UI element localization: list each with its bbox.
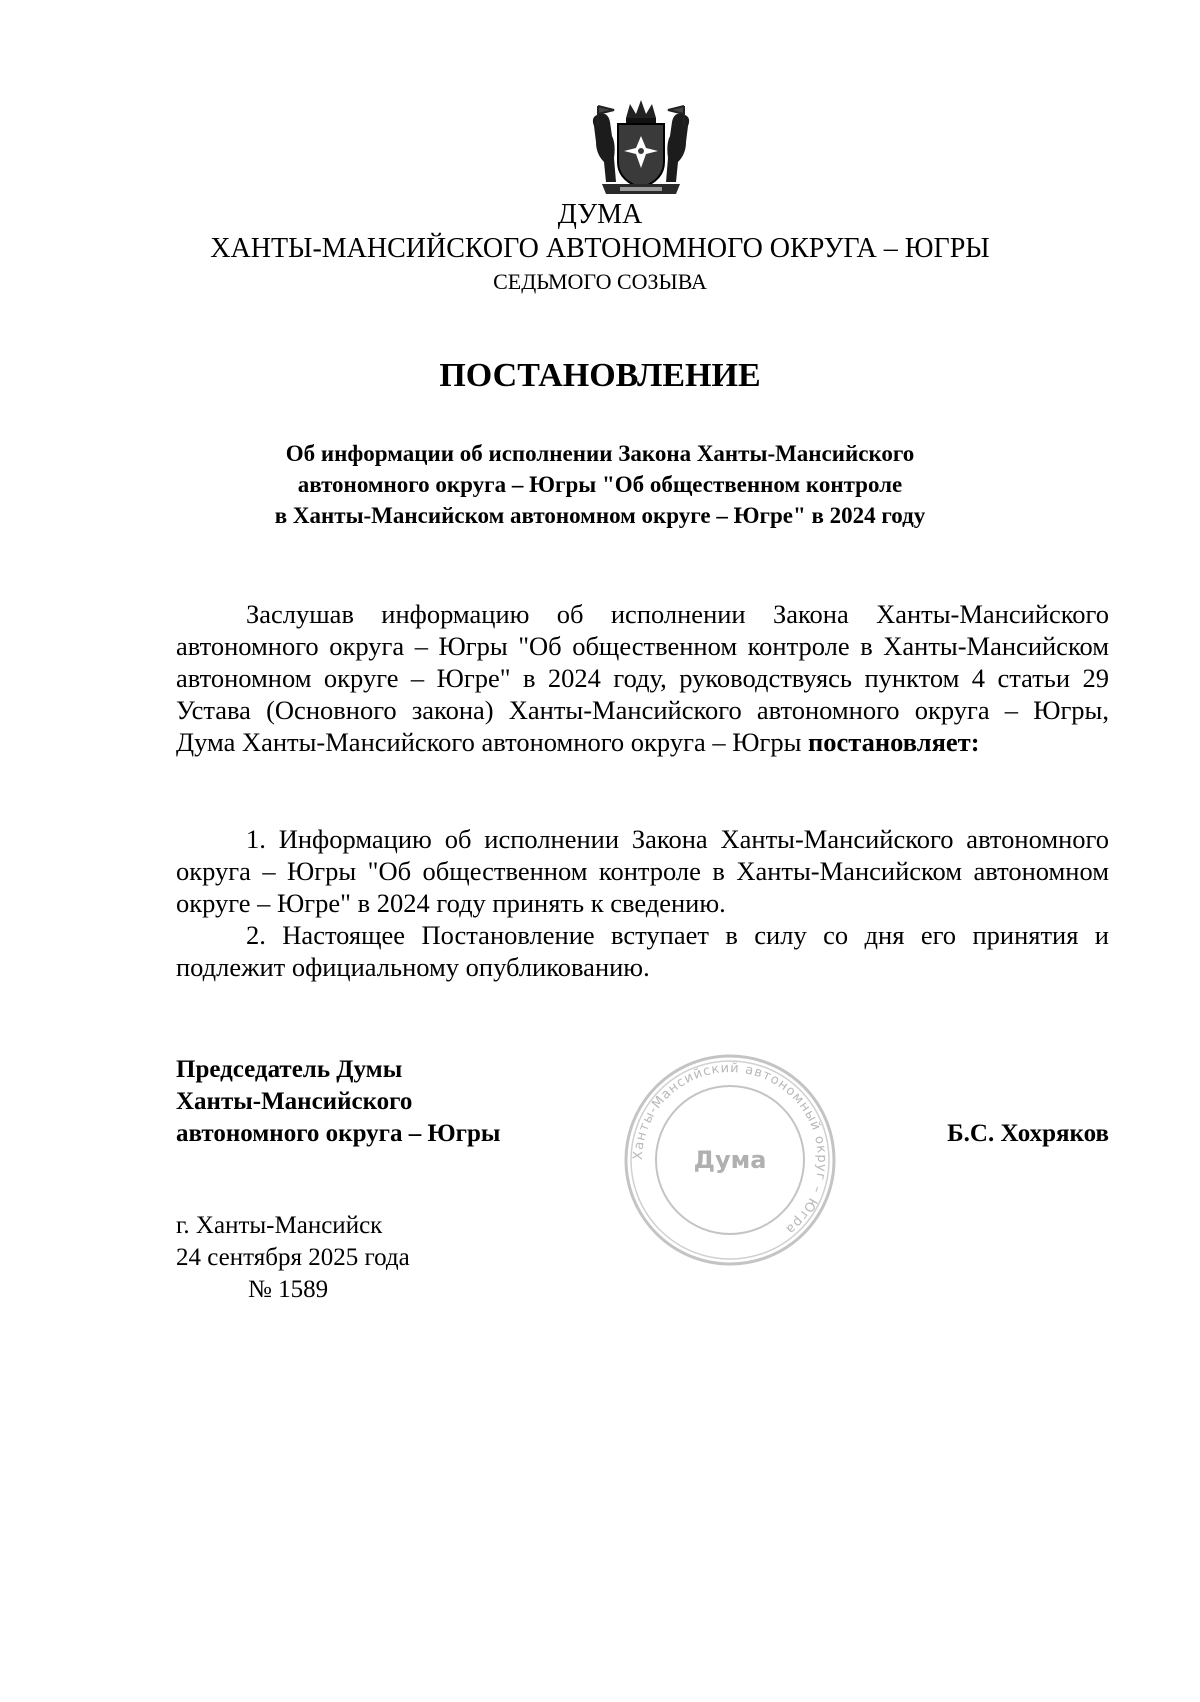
resolution-item: 1. Информацию об исполнении Закона Ханты-Мансийского автономного округа – Югры "Об общественном контроле в Ханты-Мансийском автономном округе – Югре" в 2024 году принять к сведению. <box>176 824 1109 918</box>
position-line: автономного округа – Югры <box>176 1120 501 1147</box>
position-line: Председатель Думы <box>176 1056 403 1083</box>
title-line: в Ханты-Мансийском автономном округе – Югре" в 2024 году <box>274 503 926 528</box>
document-title <box>0 438 1200 531</box>
city: г. Ханты-Мансийск <box>176 1212 383 1239</box>
position-line: Ханты-Мансийского <box>176 1088 413 1115</box>
place-and-date <box>176 1210 410 1306</box>
coat-of-arms-icon <box>586 96 696 206</box>
resolution-items <box>176 823 1109 983</box>
title-line: Об информации об исполнении Закона Ханты-Мансийского <box>285 441 915 466</box>
date: 24 сентября 2025 года <box>176 1244 410 1271</box>
convocation: СЕДЬМОГО СОЗЫВА <box>493 269 707 294</box>
seal-center-text: Дума <box>693 1146 767 1174</box>
preamble-text: Заслушав информацию об исполнении Закона Ханты-Мансийского автономного округа – Югры "Об общественном контроле в Ханты-Мансийском автономном округе – Югре" в 2024 году, руководствуясь пунктом 4 статьи 29 Устава (Основного закона) Ханты-Мансийского автономного округа – Югры, Дума Ханты-Мансийского автономного округа – Югры <box>176 599 1109 757</box>
document-number: № 1589 <box>248 1276 329 1303</box>
seal-ring-text: Ханты-Мансийский автономный округ – Югра <box>630 1060 830 1238</box>
signatory-name: Б.С. Хохряков <box>947 1120 1109 1147</box>
official-seal <box>620 1050 840 1270</box>
document-type: ПОСТАНОВЛЕНИЕ <box>439 357 761 394</box>
resolution-item: 2. Настоящее Постановление вступает в силу со дня его принятия и подлежит официальному опубликованию. <box>176 920 1109 982</box>
resolution-verb: постановляет: <box>808 727 980 757</box>
signatory-position <box>176 1054 500 1150</box>
title-line: автономного округа – Югры "Об общественном контроле <box>297 472 903 497</box>
org-full-name: ХАНТЫ-МАНСИЙСКОГО АВТОНОМНОГО ОКРУГА – ЮГРЫ <box>210 233 990 264</box>
preamble <box>176 598 1109 758</box>
org-name: ДУМА <box>557 199 643 230</box>
